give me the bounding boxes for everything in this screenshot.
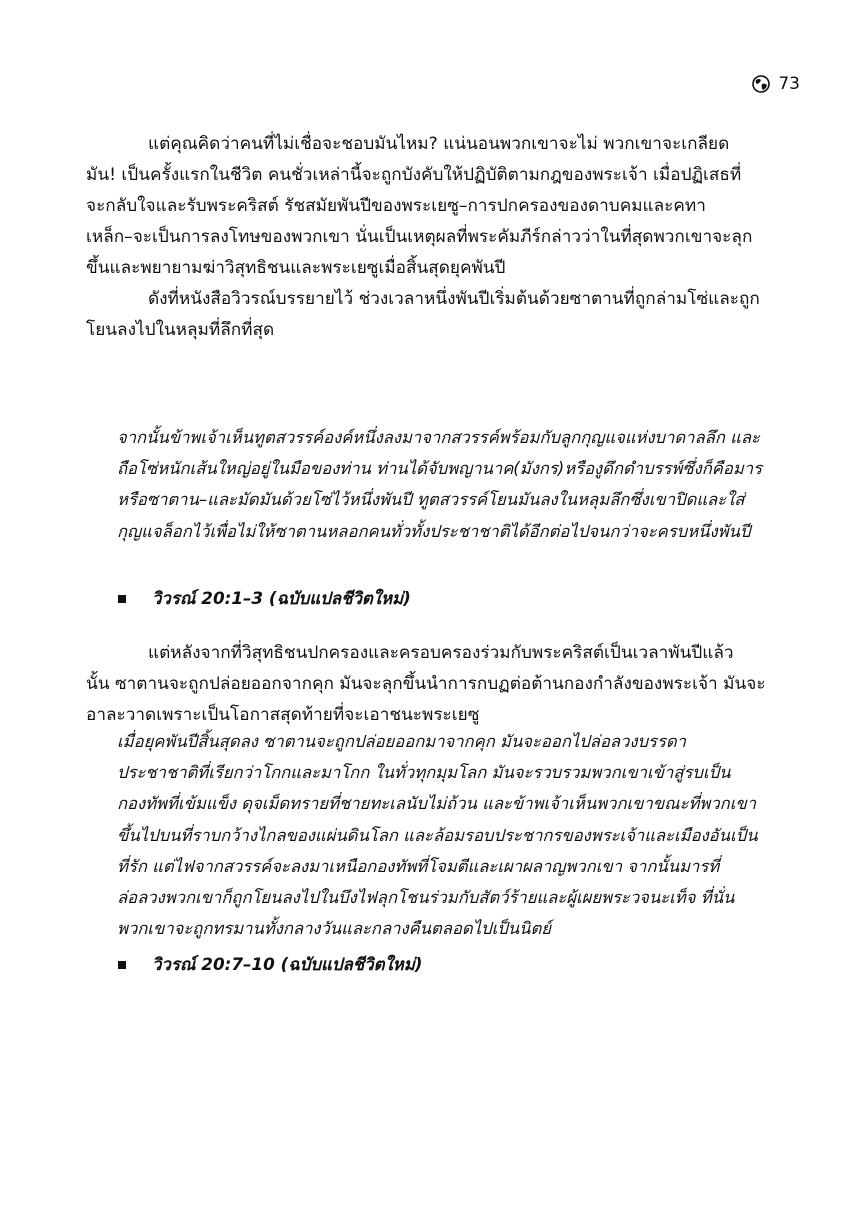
paragraph-1	[86, 129, 798, 284]
text-line: จะกลับใจและรับพระคริสต์ รัชสมัยพันปีของพระเยซู–การปกครองของดาบคมและคทา	[86, 196, 706, 216]
page-header	[752, 74, 800, 94]
scripture-quote-1	[117, 422, 799, 547]
quote-line: กองทัพที่เข้มแข็ง ดุจเม็ดทรายที่ชายทะเลนับไม่ถ้วน และข้าพเจ้าเห็นพวกเขาขณะที่พวกเขา	[117, 794, 757, 814]
quote-line: ขึ้นไปบนที่ราบกว้างไกลของแผ่นดินโลก และล้อมรอบประชากรของพระเจ้าและเมืองอันเป็น	[117, 825, 758, 845]
quote-line: พวกเขาจะถูกทรมานทั้งกลางวันและกลางคืนตลอดไปเป็นนิตย์	[117, 919, 551, 939]
text-line: นั้น ซาตานจะถูกปล่อยออกจากคุก มันจะลุกขึ้นนำการกบฏต่อต้านกองกำลังของพระเจ้า มันจะ	[86, 674, 766, 694]
scripture-quote-2	[117, 726, 799, 944]
bullet-icon	[118, 961, 126, 969]
text-line: แต่หลังจากที่วิสุทธิชนปกครองและครอบครองร่วมกับพระคริสต์เป็นเวลาพันปีแล้ว	[148, 643, 734, 663]
text-line: โยนลงไปในหลุมที่ลึกที่สุด	[86, 320, 275, 340]
text-line: แต่คุณคิดว่าคนที่ไม่เชื่อจะชอบมันไหม? แน่นอนพวกเขาจะไม่ พวกเขาจะเกลียด	[148, 134, 730, 154]
scripture-reference-2	[118, 952, 422, 978]
quote-line: เมื่อยุคพันปีสิ้นสุดลง ซาตานจะถูกปล่อยออกมาจากคุก มันจะออกไปล่อลวงบรรดา	[117, 732, 686, 751]
paragraph-3	[86, 638, 798, 731]
quote-line: จากนั้นข้าพเจ้าเห็นทูตสวรรค์องค์หนึ่งลงมาจากสวรรค์พร้อมกับลูกกุญแจแห่งบาดาลลึก และ	[117, 428, 760, 447]
page-number: 73	[778, 74, 800, 94]
quote-line: ล่อลวงพวกเขาก็ถูกโยนลงไปในบึงไฟลุกโชนร่วมกับสัตว์ร้ายและผู้เผยพระวจนะเท็จ ที่นั่น	[117, 887, 735, 907]
text-line: เหล็ก–จะเป็นการลงโทษของพวกเขา นั่นเป็นเหตุผลที่พระคัมภีร์กล่าวว่าในที่สุดพวกเขาจะลุก	[86, 227, 753, 247]
text-line: มัน! เป็นครั้งแรกในชีวิต คนชั่วเหล่านี้จะถูกบังคับให้ปฏิบัติตามกฎของพระเจ้า เมื่อปฏิเสธที่	[86, 165, 742, 185]
quote-line: กุญแจล็อกไว้เพื่อไม่ให้ซาตานหลอกคนทั่วทั้งประชาชาติได้อีกต่อไปจนกว่าจะครบหนึ่งพันปี	[117, 521, 751, 541]
reference-text: วิวรณ์ 20:7–10 (ฉบับแปลชีวิตใหม่)	[152, 954, 423, 974]
quote-line: หรือซาตาน–และมัดมันด้วยโซ่ไว้หนึ่งพันปี ทูตสวรรค์โยนมันลงในหลุมลึกซึ่งเขาปิดและใส่	[117, 490, 745, 510]
paragraph-2	[86, 284, 798, 346]
scripture-reference-1	[118, 586, 411, 612]
reference-text: วิวรณ์ 20:1–3 (ฉบับแปลชีวิตใหม่)	[152, 588, 411, 608]
quote-line: ที่รัก แต่ไฟจากสวรรค์จะลงมาเหนือกองทัพที่โจมตีและเผาผลาญพวกเขา จากนั้นมารที่	[117, 856, 720, 876]
globe-icon	[752, 75, 770, 93]
quote-line: ถือโซ่หนักเส้นใหญ่อยู่ในมือของท่าน ท่านได้จับพญานาค(มังกร)หรืองูดึกดำบรรพ์ซึ่งก็คือมาร	[117, 459, 763, 479]
text-line: อาละวาดเพราะเป็นโอกาสสุดท้ายที่จะเอาชนะพระเยซู	[86, 705, 480, 725]
text-line: ขึ้นและพยายามฆ่าวิสุทธิชนและพระเยซูเมื่อสิ้นสุดยุคพันปี	[86, 258, 506, 278]
text-line: ดังที่หนังสือวิวรณ์บรรยายไว้ ช่วงเวลาหนึ่งพันปีเริ่มต้นด้วยซาตานที่ถูกล่ามโซ่และถูก	[148, 289, 760, 309]
bullet-icon	[118, 595, 126, 603]
quote-line: ประชาชาติที่เรียกว่าโกกและมาโกก ในทั่วทุกมุมโลก มันจะรวบรวมพวกเขาเข้าสู่รบเป็น	[117, 763, 731, 783]
